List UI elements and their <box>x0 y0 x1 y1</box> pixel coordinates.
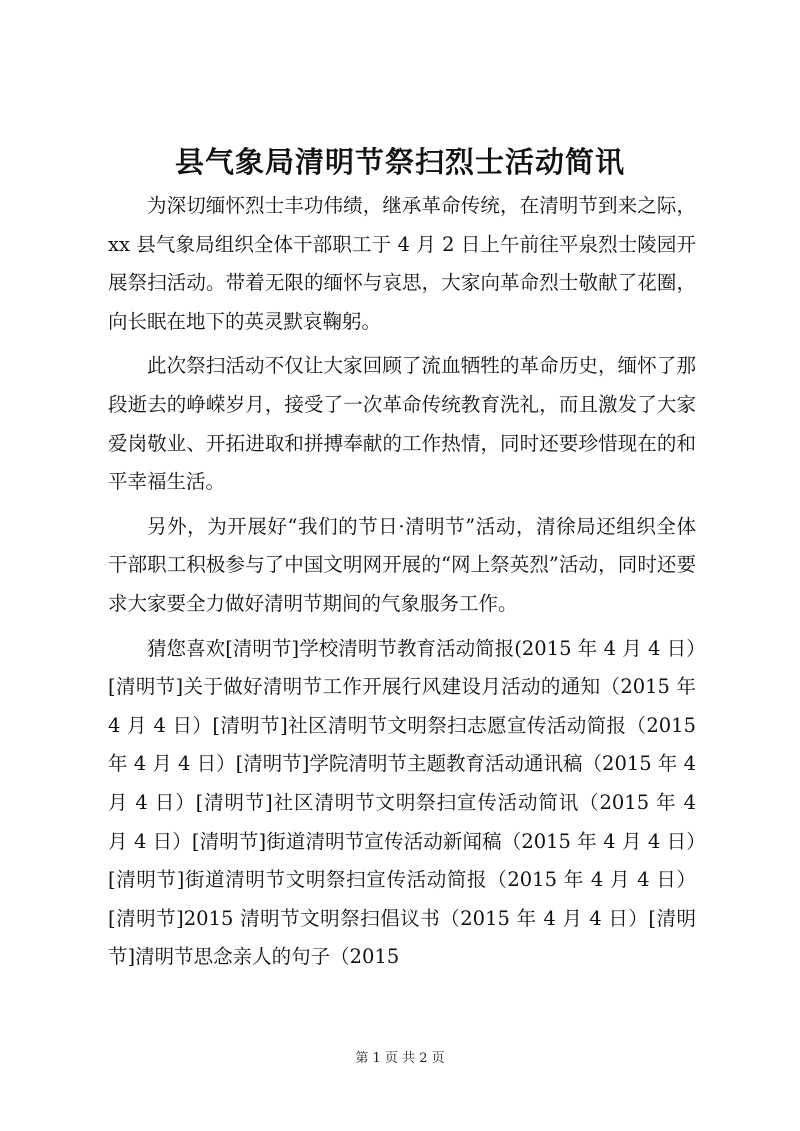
paragraph-related-links: 猜您喜欢[清明节]学校清明节教育活动简报(2015 年 4 月 4 日）[清明节]关于做好清明节工作开展行风建设月活动的通知（2015 年 4 月 4 日）[清明节]社区清明节文明祭扫志愿宣传活动简报（2015 年 4 月 4 日）[清明节]学院清明节主题教育活动通讯稿（2015 年 4 月 4 日）[清明节]社区清明节文明祭扫宣传活动简讯（2015 年 4 月 4 日）[清明节]街道清明节宣传活动新闻稿（2015 年 4 月 4 日）[清明节]街道清明节文明祭扫宣传活动简报（2015 年 4 月 4 日）[清明节]2015 清明节文明祭扫倡议书（2015 年 4 月 4 日）[清明节]清明节思念亲人的句子（2015 <box>108 636 696 969</box>
document-body <box>108 187 696 983</box>
page-number-footer: 第 1 页 共 2 页 <box>355 1051 445 1066</box>
paragraph-3: 另外，为开展好“我们的节日·清明节”活动，清徐局还组织全体干部职工积极参与了中国文明网开展的“网上祭英烈”活动，同时还要求大家要全力做好清明节期间的气象服务工作。 <box>108 514 696 615</box>
paragraph-2: 此次祭扫活动不仅让大家回顾了流血牺牲的革命历史，缅怀了那段逝去的峥嵘岁月，接受了一次革命传统教育洗礼，而且激发了大家爱岗敬业、开拓进取和拼搏奉献的工作热情，同时还要珍惜现在的和平幸福生活。 <box>108 354 696 494</box>
paragraph-1: 为深切缅怀烈士丰功伟绩，继承革命传统，在清明节到来之际，xx 县气象局组织全体干部职工于 4 月 2 日上午前往平泉烈士陵园开展祭扫活动。带着无限的缅怀与哀思，大家向革命烈士敬献了花圈，向长眠在地下的英灵默哀鞠躬。 <box>108 194 696 333</box>
document-title: 县气象局清明节祭扫烈士活动简讯 <box>174 145 625 179</box>
